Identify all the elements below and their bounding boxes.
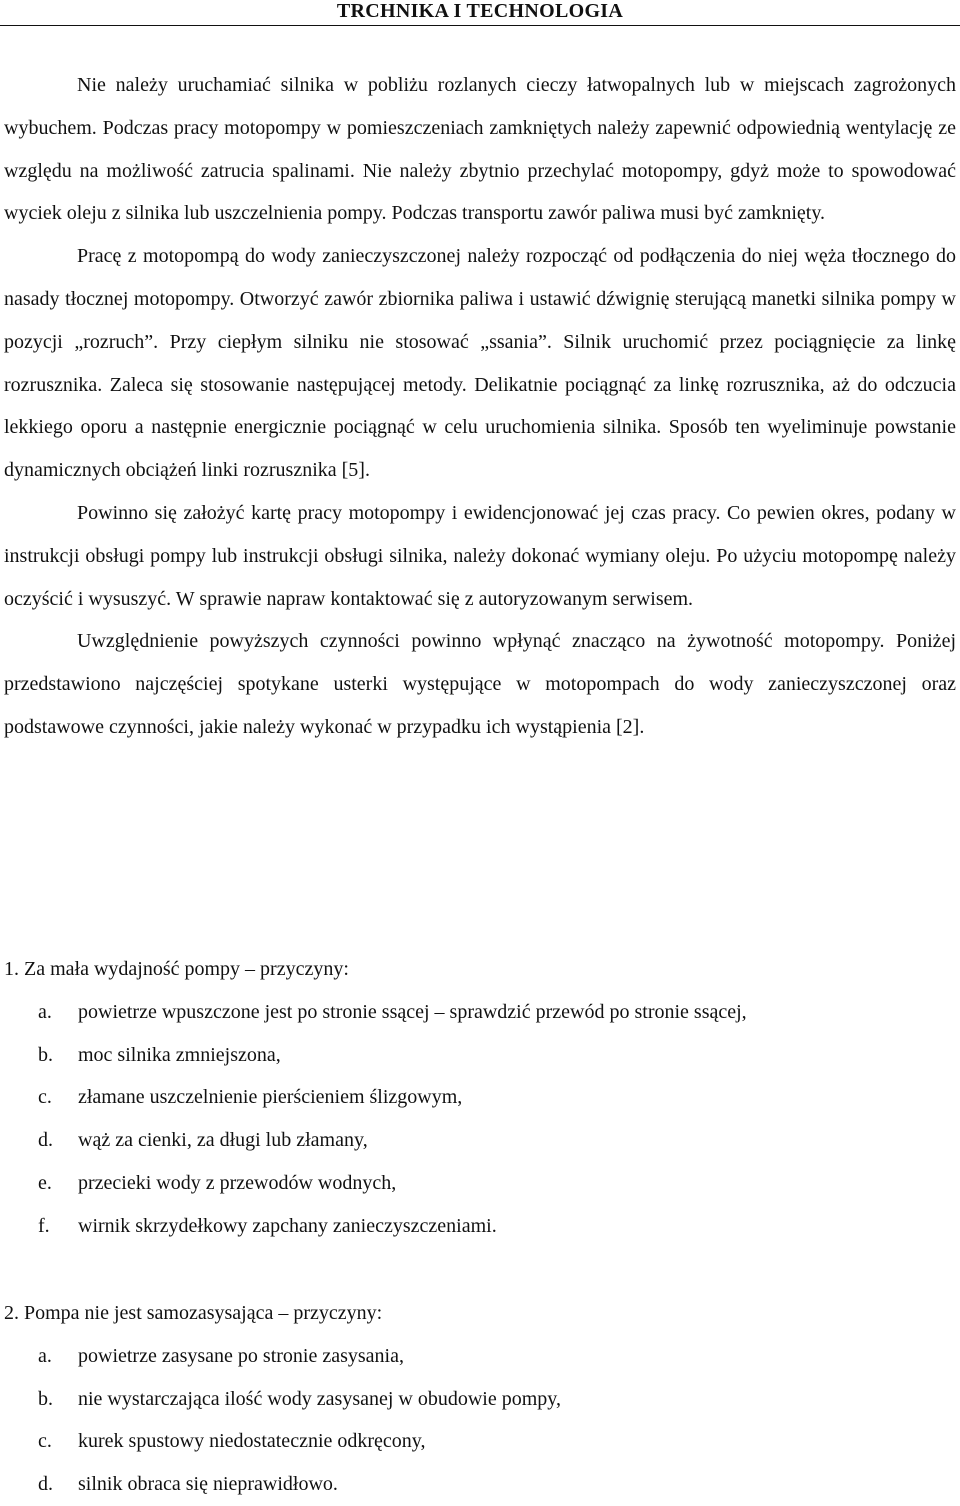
list-item xyxy=(4,1162,956,1205)
list-item xyxy=(4,1076,956,1119)
list-marker: f. xyxy=(38,1214,50,1237)
list-item xyxy=(4,1034,956,1077)
paragraph-safety: Nie należy uruchamiać silnika w pobliżu rozlanych cieczy łatwopalnych lub w miejscach zagrożonych wybuchem. Podczas pracy motopompy w pomieszczeniach zamkniętych należy zapewnić odpowiednią wentylację ze względu na możliwość zatrucia spalinami. Nie należy zbytnio przechylać motopompy, gdyż może to spowodować wyciek oleju z silnika lub uszczelnienia pompy. Podczas transportu zawór paliwa musi być zamknięty. xyxy=(4,74,956,225)
fault-list-not-self-priming xyxy=(4,1292,956,1506)
list-marker: a. xyxy=(38,1344,52,1367)
list-item-text: silnik obraca się nieprawidłowo. xyxy=(78,1473,338,1496)
list-marker: c. xyxy=(38,1086,52,1109)
list-item-text: przecieki wody z przewodów wodnych, xyxy=(78,1171,397,1194)
cause-list xyxy=(4,1335,956,1506)
paragraph-maintenance: Powinno się założyć kartę pracy motopompy i ewidencjonować jej czas pracy. Co pewien okres, podany w instrukcji obsługi pompy lub instrukcji obsługi silnika, należy dokonać wymiany oleju. Po użyciu motopompę należy oczyścić i wysuszyć. W sprawie napraw kontaktować się z autoryzowanym serwisem. xyxy=(4,501,956,610)
list-item xyxy=(4,1420,956,1463)
list-item-text: powietrze zasysane po stronie zasysania, xyxy=(78,1344,404,1367)
list-item-text: złamane uszczelnienie pierścieniem ślizgowym, xyxy=(78,1086,463,1109)
list-marker: b. xyxy=(38,1043,53,1066)
list-item xyxy=(4,1378,956,1421)
list-marker: d. xyxy=(38,1473,53,1496)
list-marker: e. xyxy=(38,1171,52,1194)
list-item xyxy=(4,1205,956,1248)
list-item-text: kurek spustowy niedostatecznie odkręcony, xyxy=(78,1430,426,1453)
list-marker: a. xyxy=(38,1000,52,1023)
list-item-text: moc silnika zmniejszona, xyxy=(78,1043,281,1066)
cause-list xyxy=(4,991,956,1248)
fault-list-low-output xyxy=(4,948,956,1248)
list-item-text: wąż za cienki, za długi lub złamany, xyxy=(78,1129,368,1152)
list-heading: 2. Pompa nie jest samozasysająca – przyczyny: xyxy=(4,1302,383,1324)
body-text xyxy=(4,64,956,749)
list-item-text: nie wystarczająca ilość wody zasysanej w obudowie pompy, xyxy=(78,1387,561,1410)
paragraph-startup: Pracę z motopompą do wody zanieczyszczonej należy rozpocząć od podłączenia do niej węża tłocznego do nasady tłocznej motopompy. Otworzyć zawór zbiornika paliwa i ustawić dźwignię sterującą manetki silnika pompy w pozycji „rozruch”. Przy ciepłym silniku nie stosować „ssania”. Silnik uruchomić przez pociągnięcie za linkę rozrusznika. Zaleca się stosowanie następującej metody. Delikatnie pociągnąć za linkę rozrusznika, aż do odczucia lekkiego oporu a następnie energicznie pociągnąć w celu uruchomienia silnika. Sposób ten wyeliminuje powstanie dynamicznych obciążeń linki rozrusznika [5]. xyxy=(4,245,956,482)
list-item xyxy=(4,991,956,1034)
list-item xyxy=(4,1119,956,1162)
paragraph-faults-intro: Uwzględnienie powyższych czynności powinno wpłynąć znacząco na żywotność motopompy. Poniżej przedstawiono najczęściej spotykane usterki występujące w motopompach do wody zanieczyszczonej oraz podstawowe czynności, jakie należy wykonać w przypadku ich wystąpienia [2]. xyxy=(4,630,956,738)
list-heading: 1. Za mała wydajność pompy – przyczyny: xyxy=(4,958,349,980)
list-marker: b. xyxy=(38,1387,53,1410)
list-marker: c. xyxy=(38,1430,52,1453)
list-item-text: powietrze wpuszczone jest po stronie ssącej – sprawdzić przewód po stronie ssącej, xyxy=(78,1000,747,1023)
running-header: TRCHNIKA I TECHNOLOGIA xyxy=(336,0,624,22)
list-marker: d. xyxy=(38,1129,53,1152)
list-item xyxy=(4,1335,956,1378)
list-item-text: wirnik skrzydełkowy zapchany zanieczyszczeniami. xyxy=(78,1214,497,1237)
header-divider xyxy=(0,25,960,26)
